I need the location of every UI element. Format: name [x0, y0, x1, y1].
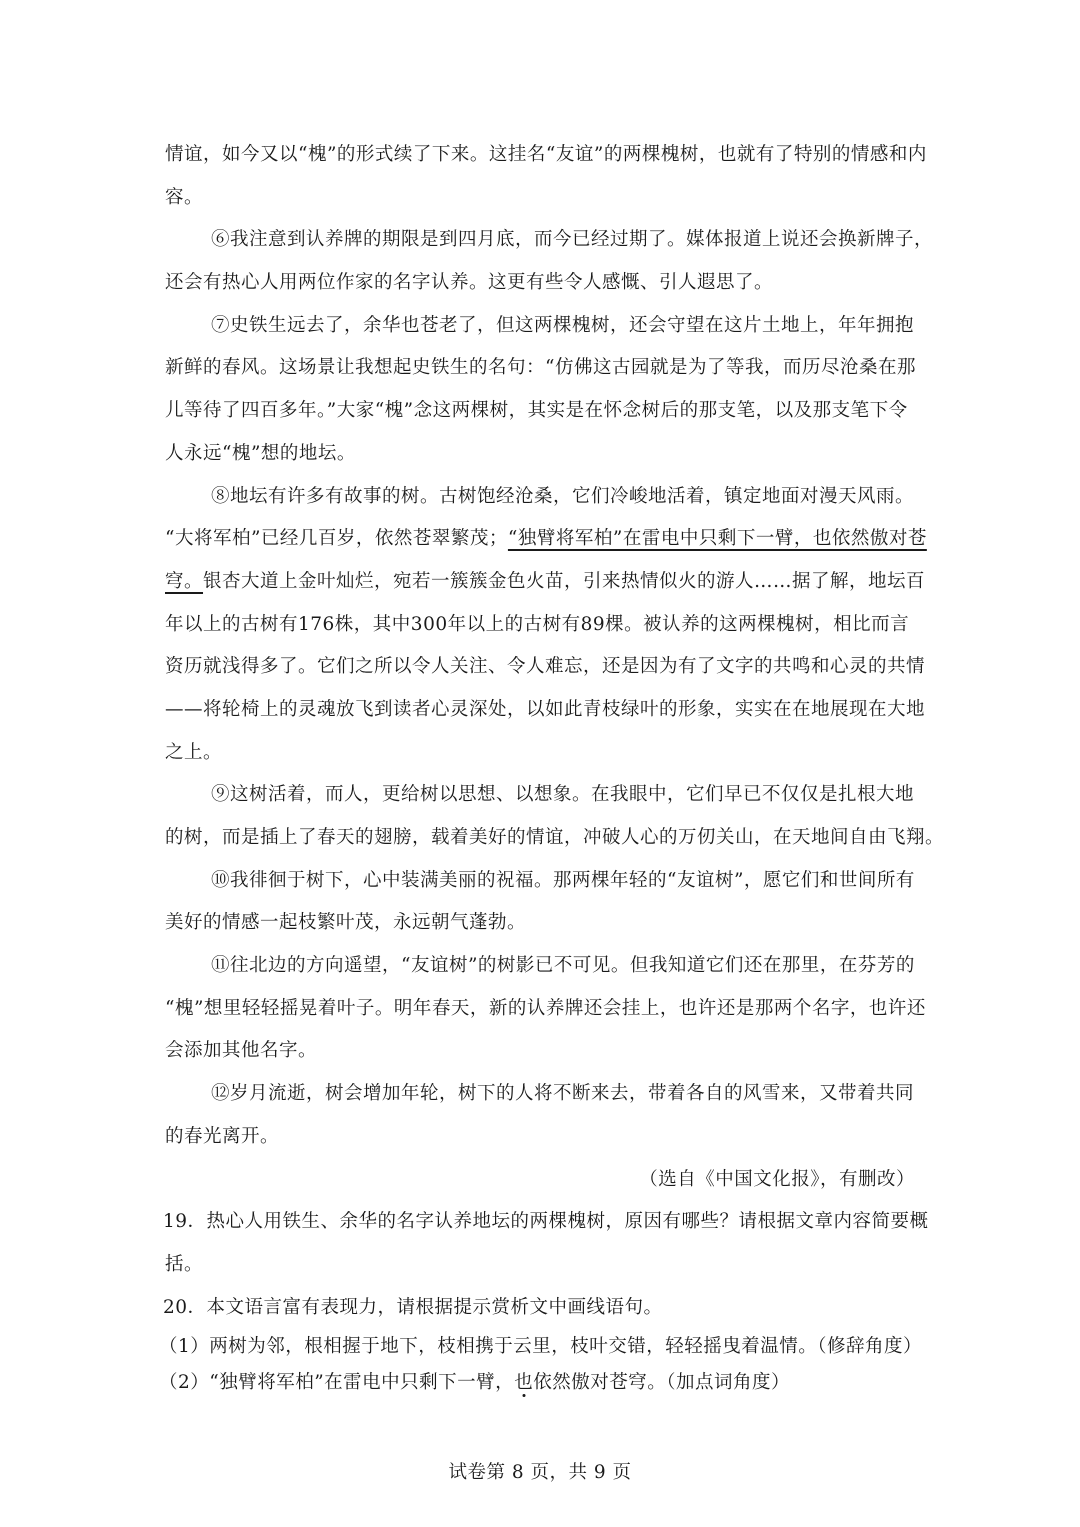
passage-line: 还会有热心人用两位作家的名字认养。这更有些令人感慨、引人遐思了。 [165, 272, 774, 294]
passage-line [165, 518, 927, 561]
passage-line: 年以上的古树有176株，其中300年以上的古树有89棵。被认养的这两棵槐树，相比而言 [165, 613, 910, 635]
paragraph-12: ⑫岁月流逝，树会增加年轮，树下的人将不断来去，带着各自的风雪来，又带着共同 [211, 1083, 915, 1105]
question-19-cont: 括。 [165, 1253, 204, 1275]
question-20-part-1: （1）两树为邻，根相握于地下，枝相携于云里，枝叶交错，轻轻摇曳着温情。（修辞角度） [159, 1336, 923, 1358]
passage-line: 会添加其他名字。 [165, 1040, 318, 1062]
passage-line: “槐”想里轻轻摇晃着叶子。明年春天，新的认养牌还会挂上，也许还是那两个名字，也许还 [165, 997, 926, 1019]
question-text: 依然傲对苍穹。（加点词角度） [533, 1372, 790, 1394]
paragraph-10: ⑩我徘徊于树下，心中装满美丽的祝福。那两棵年轻的“友谊树”，愿它们和世间所有 [211, 869, 915, 891]
passage-line: 资历就浅得多了。它们之所以令人关注、令人难忘，还是因为有了文字的共鸣和心灵的共情 [165, 656, 926, 678]
passage-line: 儿等待了四百多年。”大家“槐”念这两棵树，其实是在怀念树后的那支笔，以及那支笔下令 [165, 400, 908, 422]
reading-passage [159, 134, 945, 1401]
paragraph-7: ⑦史铁生远去了，余华也苍老了，但这两棵槐树，还会守望在这片土地上，年年拥抱 [211, 314, 915, 336]
emphasis-dot-word: 也 [514, 1372, 534, 1394]
question-19: 19．热心人用铁生、余华的名字认养地坛的两棵槐树，原因有哪些？请根据文章内容简要概 [163, 1211, 929, 1233]
passage-line [165, 561, 926, 604]
paragraph-11: ⑪往北边的方向遥望，“友谊树”的树影已不可见。但我知道它们还在那里，在芬芳的 [211, 955, 915, 977]
passage-line: 的春光离开。 [165, 1125, 280, 1147]
underlined-sentence: “独臂将军柏”在雷电中只剩下一臂，也依然傲对苍 [507, 528, 927, 550]
paragraph-9: ⑨这树活着，而人，更给树以思想、以想象。在我眼中，它们早已不仅仅是扎根大地 [211, 784, 915, 806]
source-citation: （选自《中国文化报》，有删改） [639, 1168, 915, 1190]
passage-line: 情谊，如今又以“槐”的形式续了下来。这挂名“友谊”的两棵槐树，也就有了特别的情感和内 [165, 144, 927, 165]
passage-line: 人永远“槐”想的地坛。 [165, 442, 356, 464]
passage-text: “大将军柏”已经几百岁，依然苍翠繁茂； [165, 528, 508, 550]
passage-line: 新鲜的春风。这场景让我想起史铁生的名句：“仿佛这古园就是为了等我，而历尽沧桑在那 [165, 357, 916, 379]
passage-line: ——将轮椅上的灵魂放飞到读者心灵深处，以如此青枝绿叶的形象，实实在在地展现在大地 [165, 698, 926, 720]
question-20-part-2 [159, 1365, 917, 1401]
passage-text: 银杏大道上金叶灿烂，宛若一簇簇金色火苗，引来热情似火的游人……据了解，地坛百 [203, 570, 926, 592]
underlined-sentence-end: 穹。 [165, 570, 204, 592]
paragraph-8: ⑧地坛有许多有故事的树。古树饱经沧桑，它们冷峻地活着，镇定地面对漫天风雨。 [211, 485, 915, 507]
passage-line: 美好的情感一起枝繁叶茂，永远朝气蓬勃。 [165, 912, 527, 934]
passage-line: 容。 [165, 186, 204, 208]
passage-line: 之上。 [165, 741, 223, 763]
passage-line: 的树，而是插上了春天的翅膀，载着美好的情谊，冲破人心的万仞关山，在天地间自由飞翔。 [165, 827, 945, 848]
page-number: 试卷第 8 页，共 9 页 [448, 1462, 632, 1483]
question-20: 20．本文语言富有表现力，请根据提示赏析文中画线语句。 [163, 1296, 663, 1318]
paragraph-6: ⑥我注意到认养牌的期限是到四月底，而今已经过期了。媒体报道上说还会换新牌子， [211, 229, 934, 251]
question-text: （2）“独臂将军柏”在雷电中只剩下一臂， [159, 1372, 515, 1394]
